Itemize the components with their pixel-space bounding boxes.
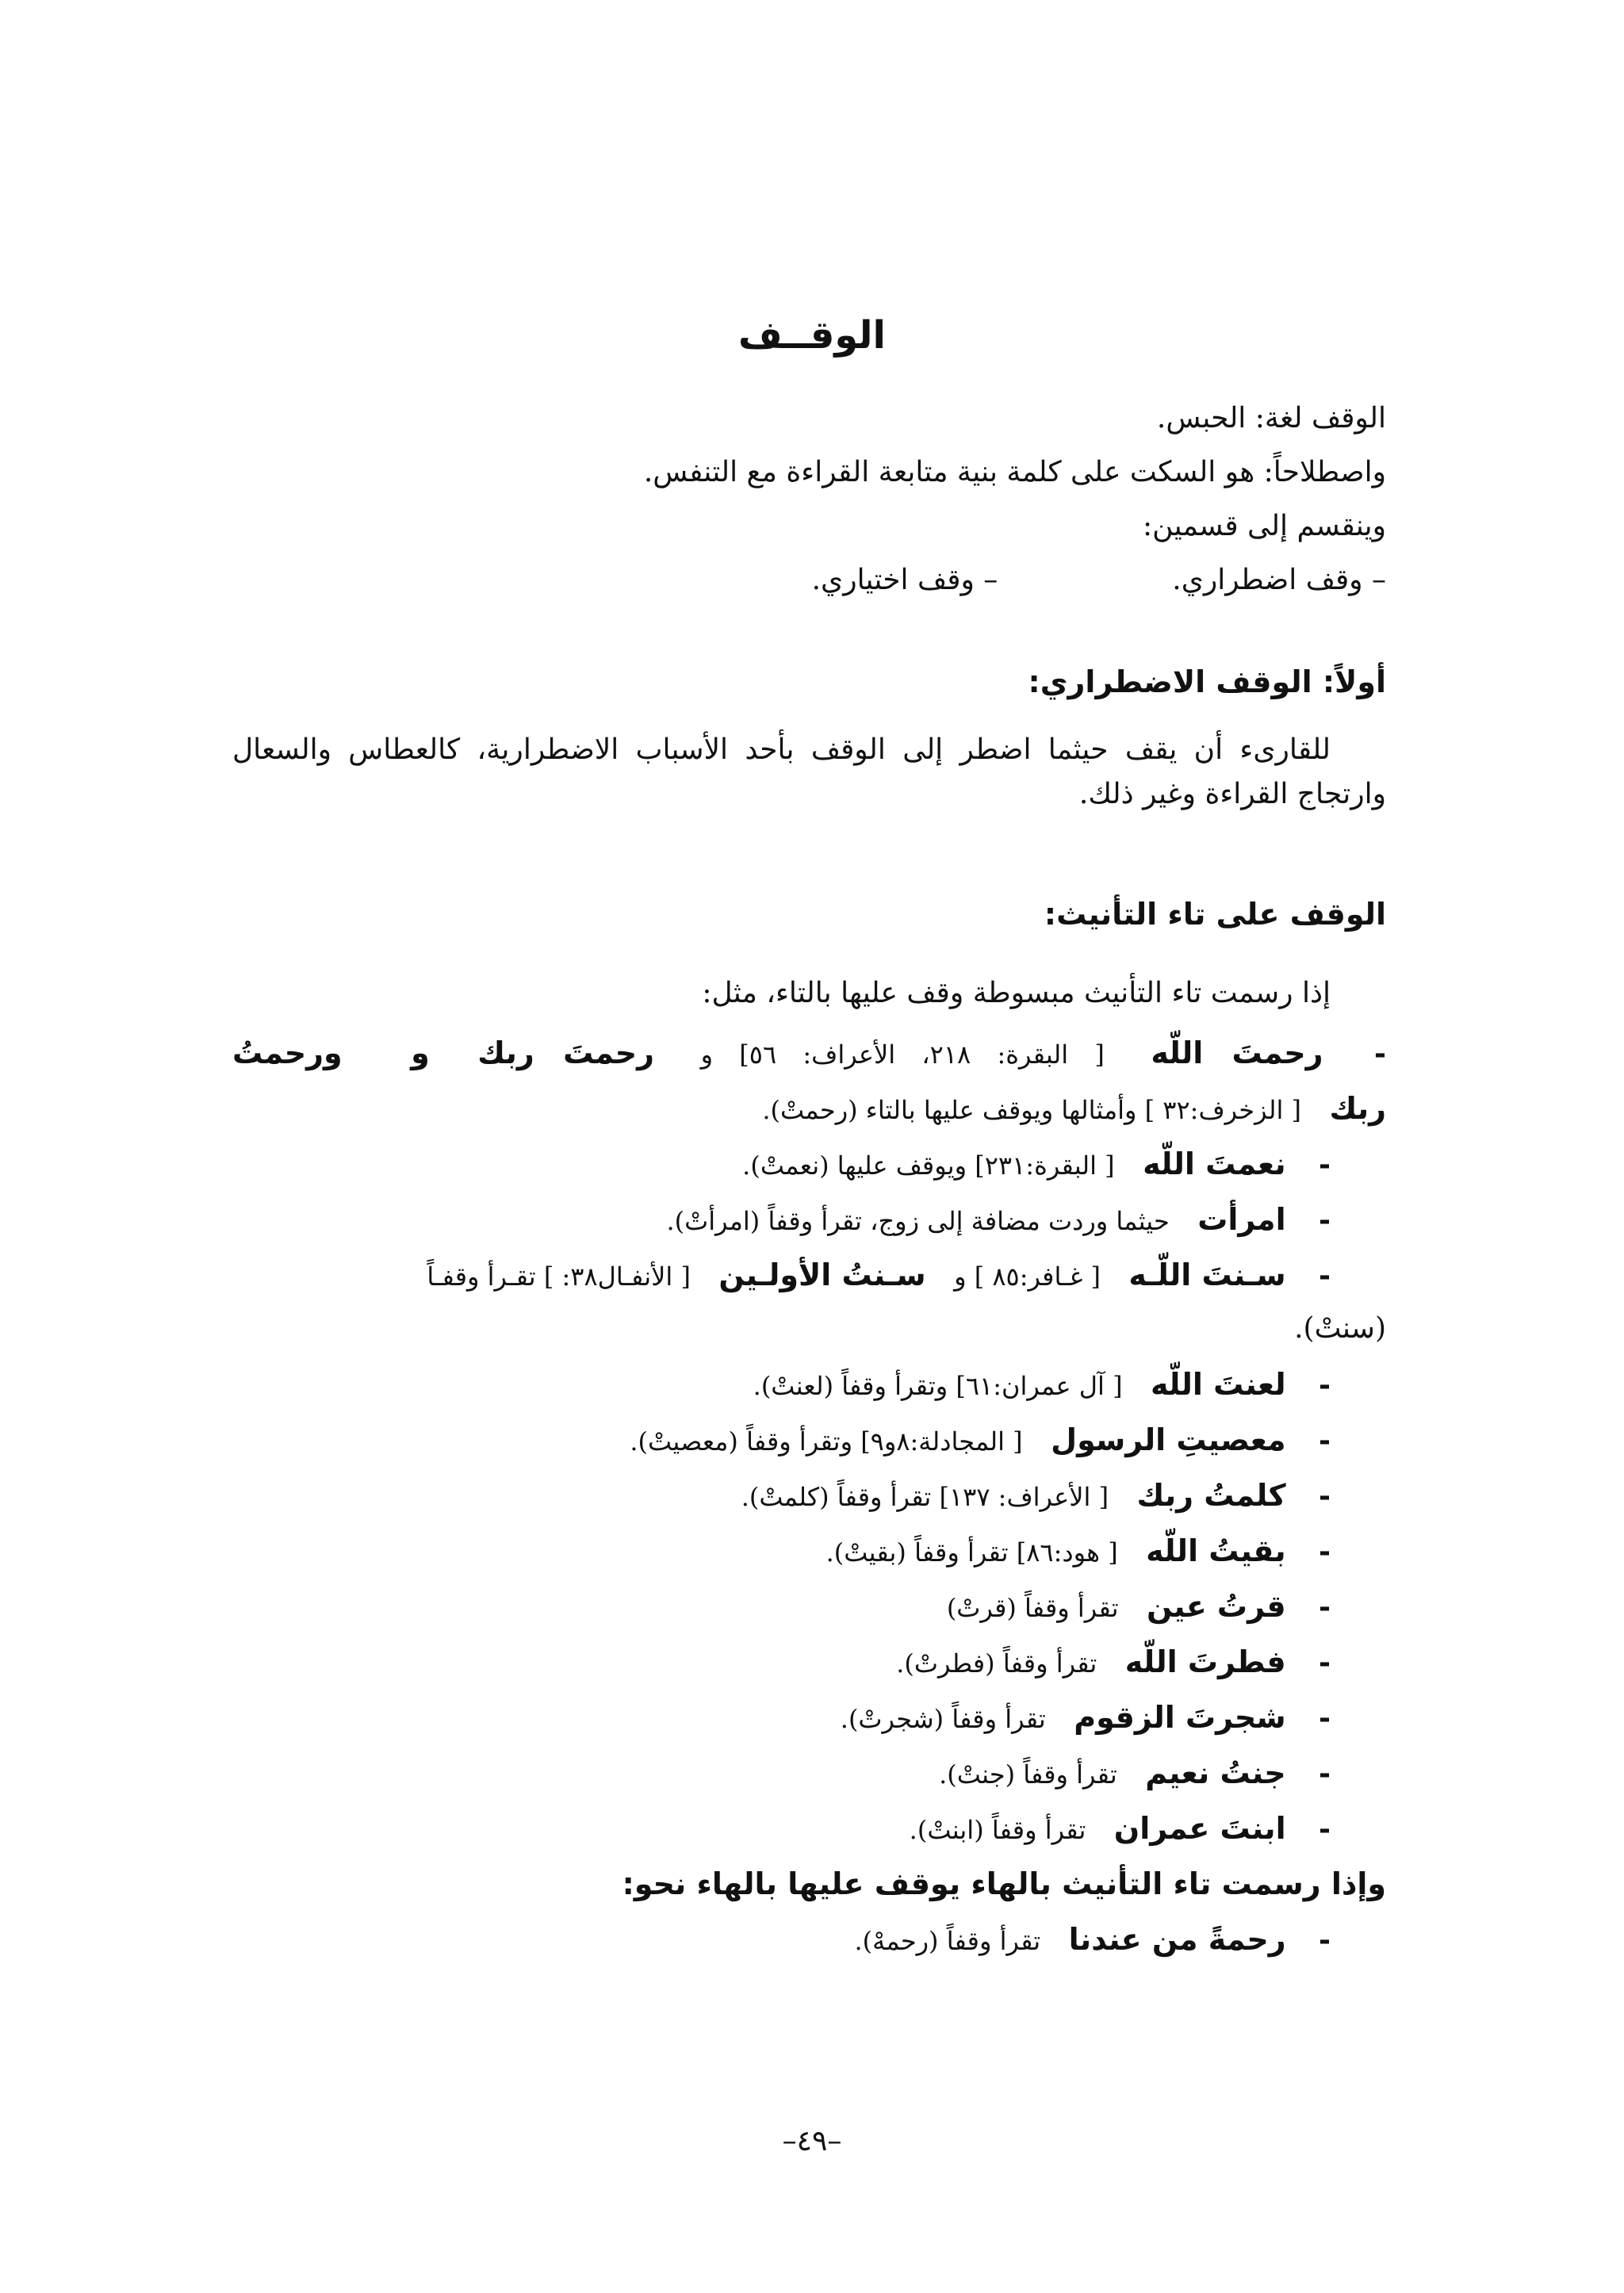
list-dash: - [1319,1702,1331,1735]
page-title: الوقــف [738,313,886,358]
example-word: سـنتُ الأولـين [718,1258,926,1292]
example-word: شجرتَ الزقوم [1074,1700,1286,1735]
example-ref: [ الزخرف:٣٢ ] وأمثالها ويوقف عليها بالتاء (رحمتْ). [762,1095,1302,1125]
list-item-7 [722,1473,1331,1519]
list-dash: - [1319,1149,1331,1181]
list-dash: - [1319,1204,1331,1237]
division-line: وينقسم إلى قسمين: [1143,510,1386,542]
list-item-2 [723,1142,1331,1188]
example-word: رحمتَ اللّه [1151,1035,1323,1070]
example-word: ورحمتُ [232,1035,343,1070]
example-text: تقرأ وقفاً (جنتْ). [939,1759,1117,1790]
list-dash: - [1319,1260,1331,1292]
example-conj: و [411,1035,430,1070]
example-word: قرتُ عين [1146,1589,1286,1624]
example-text: [ آل عمران:٦١] وتقرأ وقفاً (لعنتْ). [753,1371,1123,1401]
example-word: رحمةً من عندنا [1068,1922,1286,1957]
example-word: امرأت [1197,1202,1286,1237]
example-word: ربك [1329,1091,1386,1126]
example-text: تقرأ وقفاً (فطرتْ). [896,1648,1097,1679]
example-word: كلمتُ ربك [1136,1478,1286,1513]
example-text: تقرأ وقفاً (قرتْ) [946,1593,1119,1623]
list-item-1-cont [743,1086,1386,1132]
list-dash: - [1319,1425,1331,1457]
list-dash: - [1319,1813,1331,1846]
list-dash: - [1319,1924,1331,1957]
list-item-1 [232,1031,1386,1077]
list-item-3 [647,1197,1331,1243]
example-text: [ الأعراف: ١٣٧] تقرأ وقفاً (كلمتْ). [741,1482,1109,1512]
type-ikhtiyari: – وقف اختياري. [811,564,998,596]
example-text: حيثما وردت مضافة إلى زوج، تقرأ وقفاً (امرأتْ). [666,1206,1170,1236]
list-dash: - [1319,1591,1331,1624]
example-word: جنتُ نعيم [1145,1755,1286,1790]
ha-heading: وإذا رسمت تاء التأنيث بالهاء يوقف عليها بالهاء نحو: [622,1866,1386,1901]
example-word: ابنتَ عمران [1113,1811,1286,1846]
example-word: رحمتَ ربك [477,1035,655,1070]
example-text: [ البقرة:٢٣١] ويوقف عليها (نعمتْ). [742,1150,1115,1181]
example-text: تقرأ وقفاً (شجرتْ). [840,1704,1046,1734]
section2-intro: إذا رسمت تاء التأنيث مبسوطة وقف عليها بالتاء، مثل: [702,977,1331,1009]
page-number: –٤٩– [782,2125,842,2157]
definition-istilah: واصطلاحاً: هو السكت على كلمة بنية متابعة القراءة مع التنفس. [643,456,1386,488]
type-idtirari: – وقف اضطراري. [1172,564,1386,596]
example-word: معصيتِ الرسول [1051,1422,1286,1457]
list-item-10 [877,1640,1331,1686]
list-item-12 [920,1751,1331,1797]
list-dash: - [1319,1480,1331,1513]
definition-lugha: الوقف لغة: الحبس. [1156,402,1386,434]
section1-paragraph [232,728,1386,817]
example-text: [ هود:٨٦] تقرأ وقفاً (بقيتْ). [825,1537,1118,1568]
section1-paragraph-text: للقارىء أن يقف حيثما اضطر إلى الوقف بأحد الأسباب الاضطرارية، كالعطاس والسعال وارتجاج القراءة وغير ذلك. [232,733,1386,810]
example-text: [ المجادلة:٨و٩] وتقرأ وقفاً (معصيتْ). [630,1426,1023,1457]
example-word: فطرتَ اللّه [1124,1644,1286,1679]
example-word: سـنتَ اللّـه [1128,1258,1286,1292]
list-item-4-cont: (سنتْ). [1294,1312,1386,1345]
example-word: لعنتَ اللّه [1151,1367,1286,1402]
list-dash: - [1319,1647,1331,1679]
example-text: تقرأ وقفاً (رحمهْ). [854,1926,1041,1956]
list-item-11 [822,1695,1331,1741]
list-dash: - [1319,1369,1331,1402]
list-item-8 [807,1529,1331,1575]
list-item-13 [891,1806,1331,1852]
list-dash: - [1319,1536,1331,1568]
example-word: بقيتُ اللّه [1146,1533,1286,1568]
example-text: تقرأ وقفاً (ابنتْ). [909,1815,1086,1845]
section1-heading: أولاً: الوقف الاضطراري: [1028,664,1386,699]
list-item-14 [836,1917,1331,1963]
section2-heading: الوقف على تاء التأنيث: [1044,897,1386,932]
types-line [812,558,1386,603]
list-item-4 [408,1253,1331,1299]
list-item-9 [928,1584,1331,1630]
example-ref: [ غـافر:٨٥ ] و [954,1261,1101,1292]
list-dash: - [1319,1758,1331,1790]
example-ref: [ البقرة: ٢١٨، الأعراف: ٥٦] و [700,1039,1105,1070]
list-item-6 [611,1418,1331,1464]
list-item-5 [734,1362,1331,1408]
example-ref: [ الأنفـال٣٨: ] تقـرأ وقفـاً [427,1261,691,1292]
example-word: نعمتَ اللّه [1143,1146,1286,1181]
list-dash: - [1374,1038,1386,1070]
